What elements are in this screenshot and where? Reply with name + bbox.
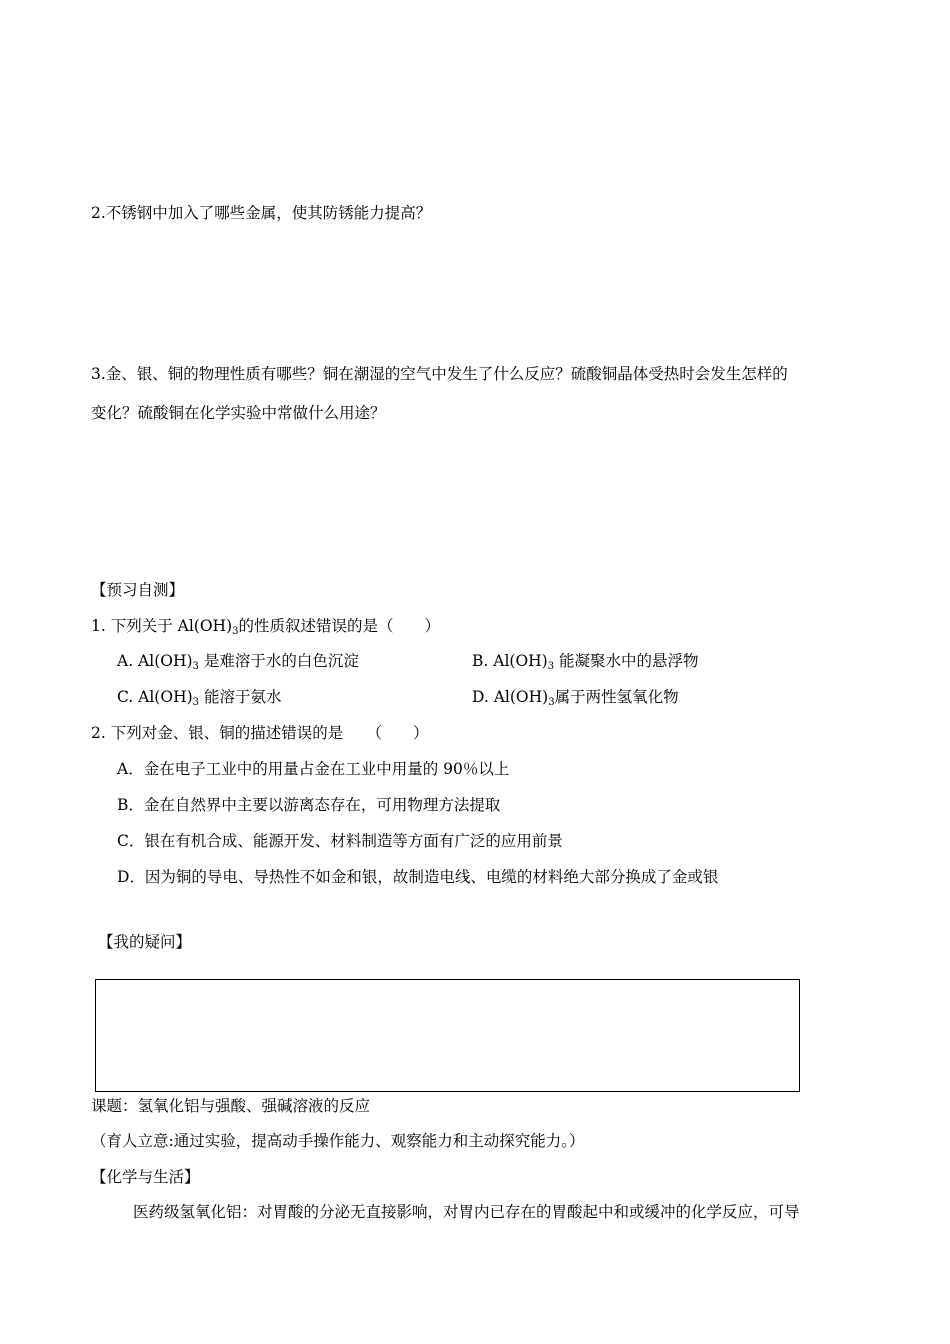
chemistry-life-heading: 【化学与生活】 bbox=[91, 1168, 200, 1186]
self-test-q2-option-c: C．银在有机合成、能源开发、材料制造等方面有广泛的应用前景 bbox=[117, 832, 563, 850]
self-test-q2-option-b: B．金在自然界中主要以游离态存在，可用物理方法提取 bbox=[117, 796, 501, 814]
self-test-q1-option-d: D. $Al(OH)_3$属于两性氢氧化物 bbox=[472, 688, 679, 708]
self-test-q2-stem: 2. 下列对金、银、铜的描述错误的是 （ ） bbox=[91, 724, 429, 742]
my-questions-answer-box bbox=[95, 979, 800, 1092]
chemistry-life-paragraph: 医药级氢氧化铝：对胃酸的分泌无直接影响，对胃内已存在的胃酸起中和或缓冲的化学反应，可导 bbox=[133, 1203, 800, 1221]
question-3-line-2: 变化？硫酸铜在化学实验中常做什么用途？ bbox=[91, 404, 386, 422]
question-2: 2.不锈钢中加入了哪些金属，使其防锈能力提高？ bbox=[91, 204, 432, 222]
self-test-q1-option-b: B. $Al(OH)_3$ 能凝聚水中的悬浮物 bbox=[472, 652, 699, 672]
self-test-q1-option-c: C. $Al(OH)_3$ 能溶于氨水 bbox=[117, 688, 282, 708]
self-test-q1-option-a: A. $Al(OH)_3$ 是难溶于水的白色沉淀 bbox=[117, 652, 359, 672]
self-test-q1-stem: 1. 下列关于 $Al(OH)_3$的性质叙述错误的是（ ） bbox=[91, 617, 441, 637]
self-test-q2-option-d: D．因为铜的导电、导热性不如金和银，故制造电线、电缆的材料绝大部分换成了金或银 bbox=[117, 868, 719, 886]
my-questions-heading: 【我的疑问】 bbox=[98, 933, 192, 951]
lesson-purpose: （育人立意:通过实验，提高动手操作能力、观察能力和主动探究能力。） bbox=[91, 1132, 585, 1150]
self-test-heading: 【预习自测】 bbox=[91, 581, 185, 599]
self-test-q2-option-a: A．金在电子工业中的用量占金在工业中用量的 90％以上 bbox=[117, 760, 510, 778]
question-3-line-1: 3.金、银、铜的物理性质有哪些？铜在潮湿的空气中发生了什么反应？硫酸铜晶体受热时会发生怎样的 bbox=[91, 365, 788, 383]
lesson-title: 课题：氢氧化铝与强酸、强碱溶液的反应 bbox=[91, 1097, 371, 1115]
